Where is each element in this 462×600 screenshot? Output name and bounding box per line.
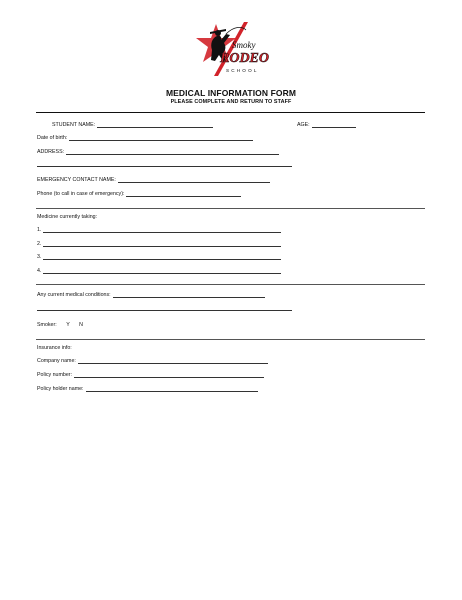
emergency-contact-line[interactable] [118, 177, 270, 183]
medicine-item-1-number: 1. [37, 227, 42, 233]
medicine-item-3[interactable] [37, 254, 281, 260]
company-name-label: Company name: [37, 358, 76, 364]
policy-number-field[interactable] [37, 372, 264, 378]
emergency-contact-label: EMERGENCY CONTACT NAME: [37, 177, 116, 183]
age-line[interactable] [312, 122, 356, 128]
section-divider-2 [36, 284, 425, 285]
medicine-item-4-line[interactable] [43, 268, 281, 274]
company-name-line[interactable] [78, 358, 268, 364]
emergency-phone-field[interactable] [37, 191, 241, 197]
smoker-no-option[interactable]: N [79, 322, 83, 328]
policy-number-line[interactable] [74, 372, 264, 378]
medical-conditions-line-1[interactable] [113, 292, 265, 298]
age-label: AGE: [297, 122, 310, 128]
rodeo-logo-icon [196, 20, 274, 78]
form-title: MEDICAL INFORMATION FORM [165, 88, 297, 98]
medical-conditions-field[interactable] [37, 292, 265, 298]
medicine-item-4[interactable] [37, 268, 281, 274]
address-line-1[interactable] [66, 149, 279, 155]
logo-brand-top: Smoky [232, 40, 256, 50]
insurance-label: Insurance info: [37, 345, 72, 351]
medicine-item-2-line[interactable] [43, 241, 281, 247]
smoker-yes-option[interactable]: Y [66, 322, 70, 328]
medicine-label: Medicine currently taking: [37, 214, 98, 220]
policy-holder-label: Policy holder name: [37, 386, 84, 392]
medicine-item-2-number: 2. [37, 241, 42, 247]
address-field[interactable] [37, 149, 279, 155]
section-divider-3 [36, 339, 425, 340]
policy-holder-field[interactable] [37, 386, 258, 392]
student-name-field[interactable] [52, 122, 213, 128]
dob-field[interactable] [37, 135, 253, 141]
student-name-label: STUDENT NAME: [52, 122, 96, 128]
address-line-2[interactable] [37, 166, 292, 167]
policy-holder-line[interactable] [86, 386, 258, 392]
emergency-contact-field[interactable] [37, 177, 270, 183]
address-label: ADDRESS: [37, 149, 65, 155]
dob-label: Date of birth: [37, 135, 68, 141]
logo-brand-main: RODEO [220, 51, 270, 66]
dob-line[interactable] [69, 135, 253, 141]
header-divider [36, 112, 425, 113]
medicine-item-1-line[interactable] [43, 227, 281, 233]
age-field[interactable] [297, 122, 356, 128]
smoky-rodeo-school-logo [196, 20, 274, 78]
form-subtitle: PLEASE COMPLETE AND RETURN TO STAFF [170, 99, 292, 105]
section-divider-1 [36, 208, 425, 209]
medical-conditions-line-2[interactable] [37, 310, 292, 311]
medicine-item-2[interactable] [37, 241, 281, 247]
smoker-field [37, 322, 83, 328]
company-name-field[interactable] [37, 358, 268, 364]
medicine-item-3-number: 3. [37, 254, 42, 260]
policy-number-label: Policy number: [37, 372, 73, 378]
student-name-line[interactable] [97, 122, 213, 128]
emergency-phone-line[interactable] [126, 191, 241, 197]
emergency-phone-label: Phone (to call in case of emergency): [37, 191, 125, 197]
medical-conditions-label: Any current medical conditions: [37, 292, 111, 298]
smoker-label: Smoker: [37, 322, 57, 328]
medicine-item-3-line[interactable] [43, 254, 281, 260]
medicine-item-4-number: 4. [37, 268, 42, 274]
medicine-item-1[interactable] [37, 227, 281, 233]
logo-brand-bottom: SCHOOL [226, 68, 259, 73]
